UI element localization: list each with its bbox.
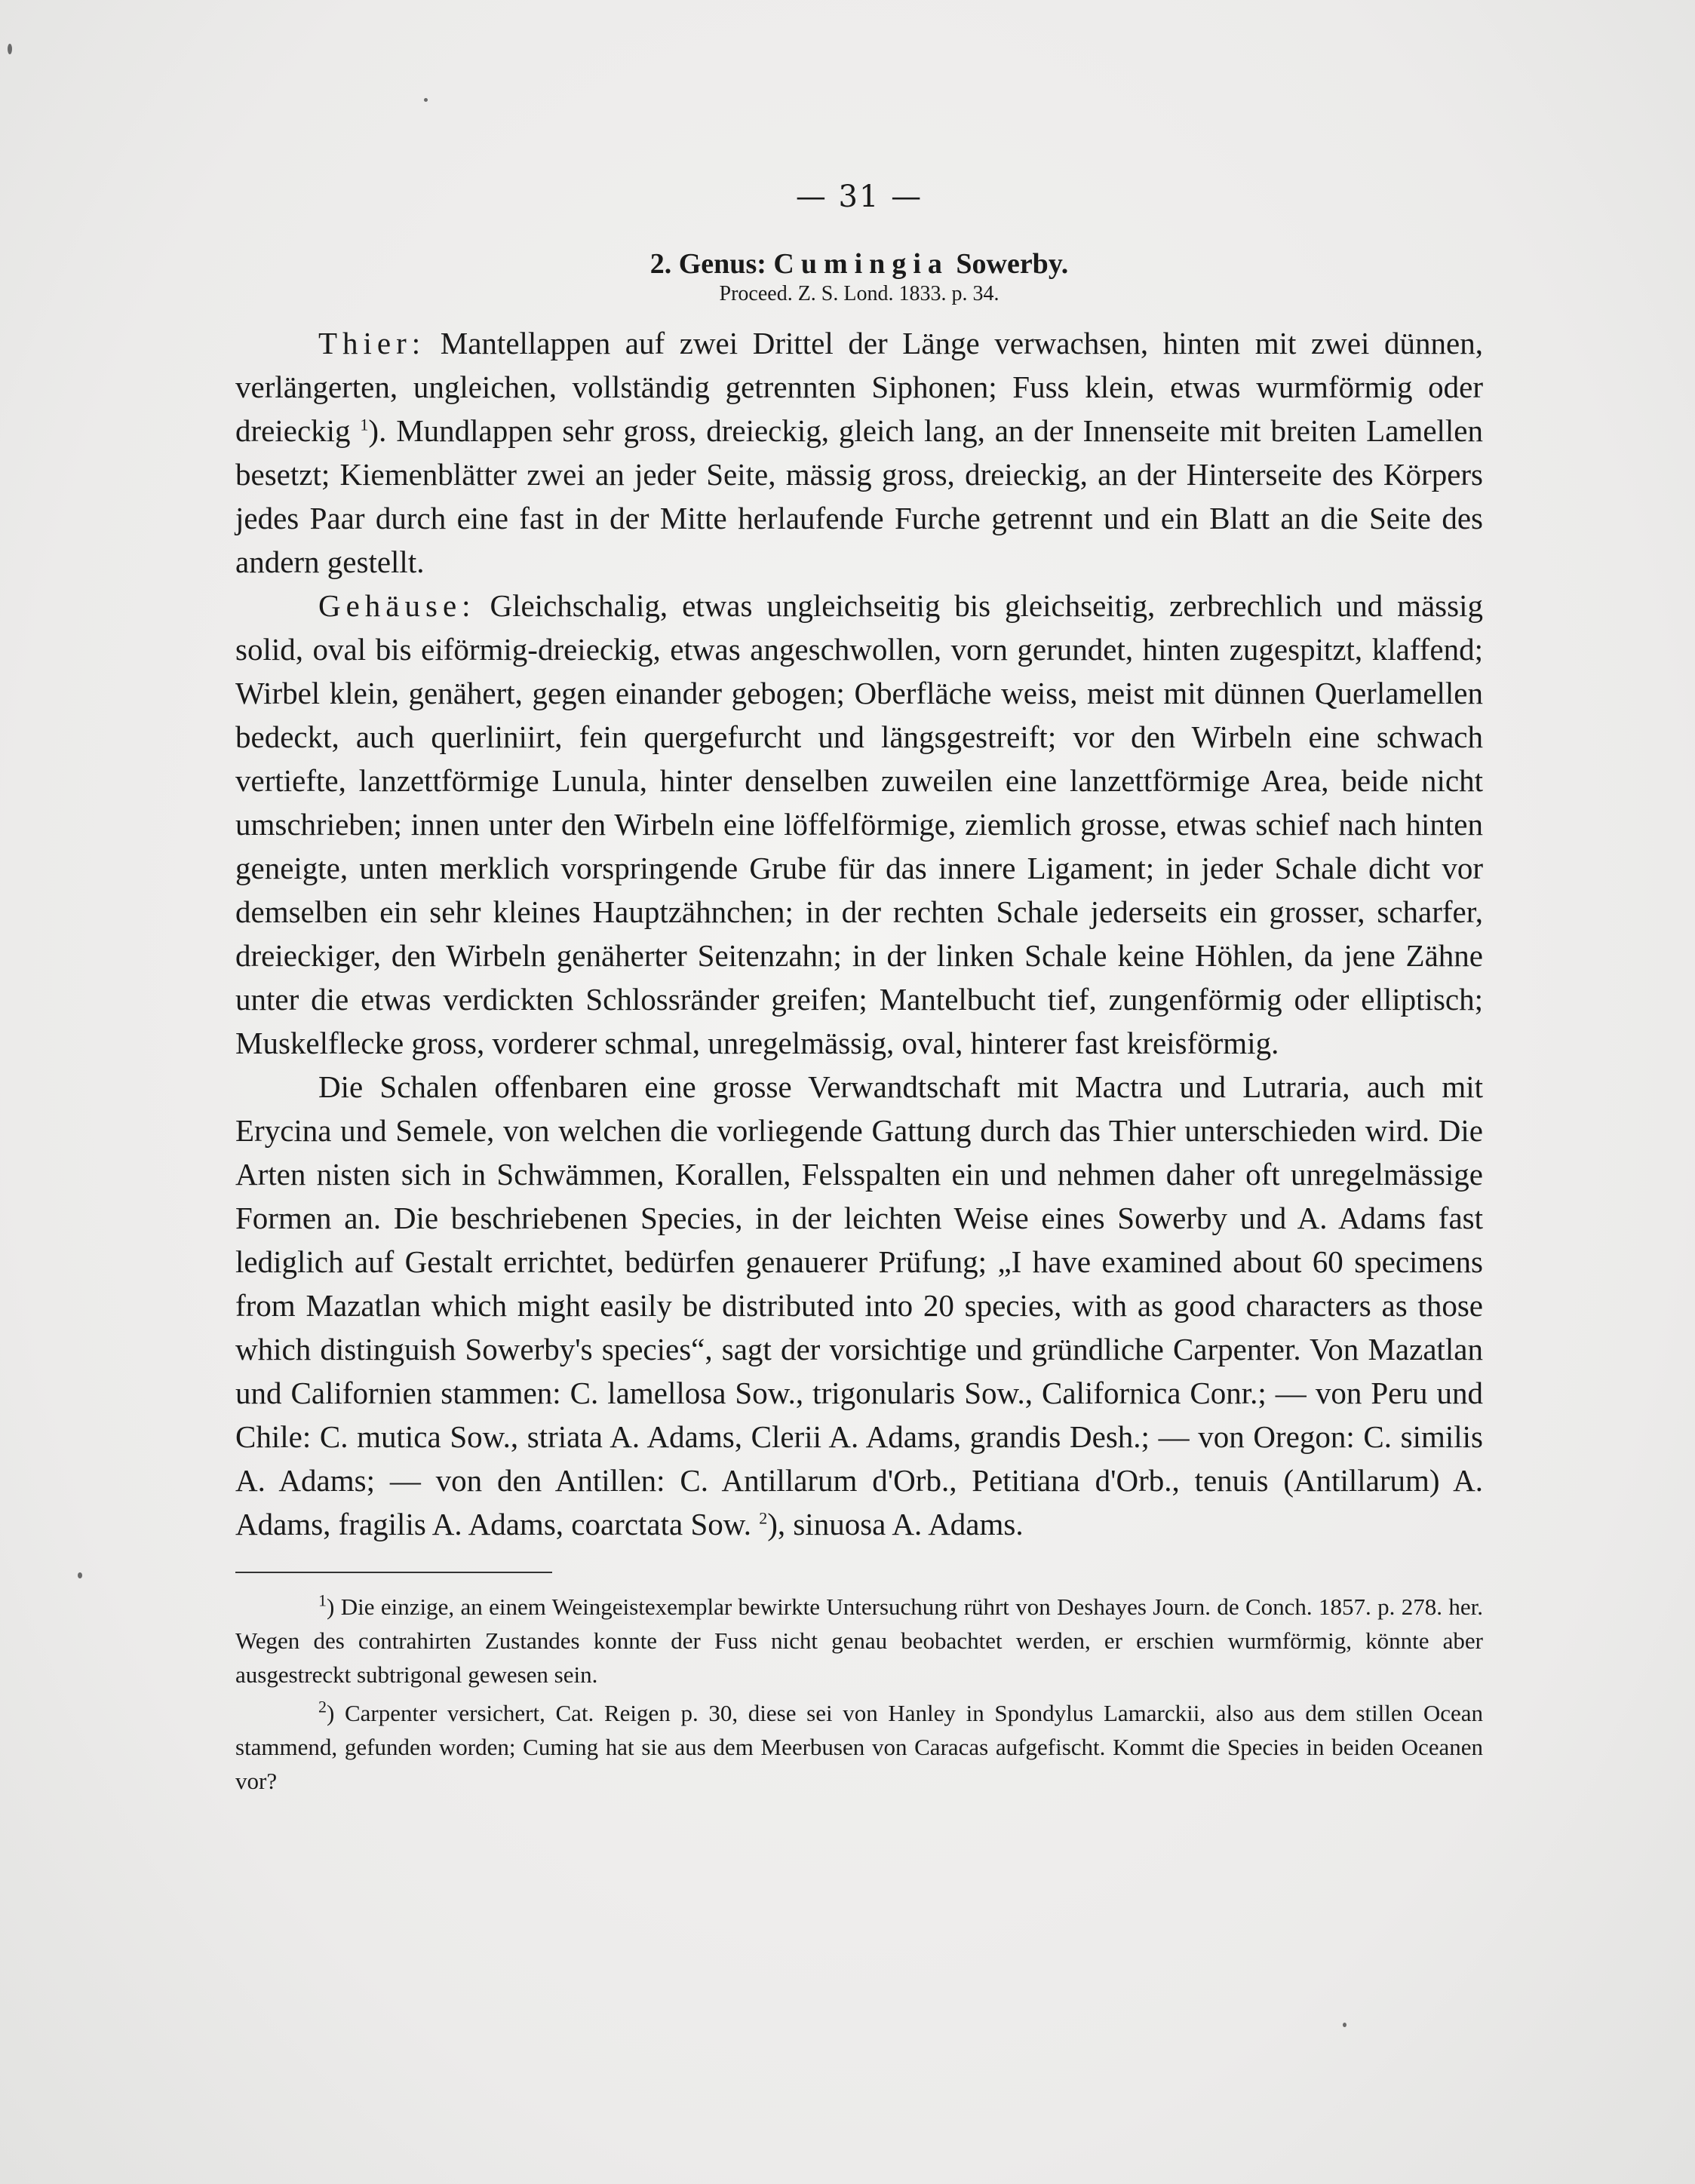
footnote-ref: 2: [759, 1508, 768, 1528]
paragraph-lead: Thier:: [318, 326, 426, 360]
footnote-ref: 1: [360, 415, 369, 434]
paragraph-lead: Gehäuse:: [318, 588, 476, 623]
paragraph-text-after: ). Mundlappen sehr gross, dreieckig, gleich lang, an der Innenseite mit breiten Lamellen besetzt; Kiemenblätter zwei an jeder Seite, mässig gross, dreieckig, an der Hinterseite des Körpers jedes Paar durch eine fast in der Mitte herlaufende Furche getrennt und ein Blatt an die Seite des andern gestellt.: [235, 413, 1483, 579]
paragraph-text: Gleichschalig, etwas ungleichseitig bis gleichseitig, zerbrechlich und mässig solid, oval bis eiförmig-dreieckig, etwas angeschwollen, vorn gerundet, hinten zugespitzt, klaffend; Wirbel klein, genähert, gegen einander gebogen; Oberfläche weiss, meist mit dünnen Querlamellen bedeckt, auch querliniirt, fein quergefurcht und längsgestreift; vor den Wirbeln eine schwach vertiefte, lanzettförmige Lunula, hinter denselben zuweilen eine lanzettförmige Area, beide nicht umschrieben; innen unter den Wirbeln eine löffelförmige, ziemlich grosse, etwas schief nach hinten geneigte, unten merklich vorspringende Grube für das innere Ligament; in jeder Schale dicht vor demselben ein sehr kleines Hauptzähnchen; in der rechten Schale jederseits ein grosser, scharfer, dreieckiger, den Wirbeln genäherter Seitenzahn; in der linken Schale keine Höhlen, da jene Zähne unter die etwas verdickten Schlossränder greifen; Mantelbucht tief, zungenförmig oder elliptisch; Muskelflecke gross, vorderer schmal, unregelmässig, oval, hinterer fast kreisförmig.: [235, 588, 1483, 1060]
footnote-mark: 1: [318, 1590, 327, 1610]
genus-author: Sowerby.: [956, 248, 1069, 280]
ink-speck: [78, 1572, 82, 1578]
paragraph-thier: [235, 321, 1483, 584]
page-number: — 31 —: [795, 179, 923, 214]
ink-speck: [8, 44, 12, 54]
paragraph-discussion: [235, 1065, 1483, 1546]
page-content: [235, 179, 1483, 1802]
paragraph-text: Mantellappen auf zwei Drittel der Länge verwachsen, hinten mit zwei dünnen, verlängerten, ungleichen, vollständig getrennten Siphonen; Fuss klein, etwas wurmförmig oder dreieckig: [235, 326, 1483, 448]
footnote-divider: [235, 1572, 552, 1573]
footnote-mark: 2: [318, 1697, 327, 1716]
footnote-text: ) Carpenter versichert, Cat. Reigen p. 30, diese sei von Hanley in Spondylus Lamarckii, also aus dem stillen Ocean stammend, gefunden worden; Cuming hat sie aus dem Meerbusen von Caracas aufgefischt. Kommt die Species in beiden Oceanen vor?: [235, 1700, 1483, 1794]
paragraph-text-after: ), sinuosa A. Adams.: [767, 1507, 1024, 1541]
footnote-2: [235, 1696, 1483, 1798]
footnote-text: ) Die einzige, an einem Weingeistexemplar bewirkte Untersuchung rührt von Deshayes Journ. de Conch. 1857. p. 278. her. Wegen des contrahirten Zustandes konnte der Fuss nicht genau beobachtet werden, er erschien wurmförmig, könnte aber ausgestreckt subtrigonal gewesen sein.: [235, 1594, 1483, 1688]
ink-speck: [424, 98, 428, 102]
paragraph-gehaeuse: [235, 584, 1483, 1065]
genus-prefix: 2. Genus:: [649, 248, 766, 280]
ink-speck: [1343, 2023, 1346, 2027]
paragraph-text: Die Schalen offenbaren eine grosse Verwandtschaft mit Mactra und Lutraria, auch mit Erycina und Semele, von welchen die vorliegende Gattung durch das Thier unterschieden wird. Die Arten nisten sich in Schwämmen, Korallen, Felsspalten ein und nehmen daher oft unregelmässige Formen an. Die beschriebenen Species, in der leichten Weise eines Sowerby und A. Adams fast lediglich auf Gestalt errichtet, bedürfen genauerer Prüfung; „I have examined about 60 specimens from Mazatlan which might easily be distributed into 20 species, with as good characters as those which distinguish Sowerby's species“, sagt der vorsichtige und gründliche Carpenter. Von Mazatlan und Californien stammen: C. lamellosa Sow., trigonularis Sow., Californica Conr.; — von Peru und Chile: C. mutica Sow., striata A. Adams, Clerii A. Adams, grandis Desh.; — von Oregon: C. similis A. Adams; — von den Antillen: C. Antillarum d'Orb., Petitiana d'Orb., tenuis (Antillarum) A. Adams, fragilis A. Adams, coarctata Sow.: [235, 1069, 1483, 1541]
genus-heading: [235, 247, 1483, 281]
footnote-1: [235, 1590, 1483, 1692]
citation: Proceed. Z. S. Lond. 1833. p. 34.: [719, 282, 999, 305]
genus-name: Cumingia: [773, 248, 949, 280]
